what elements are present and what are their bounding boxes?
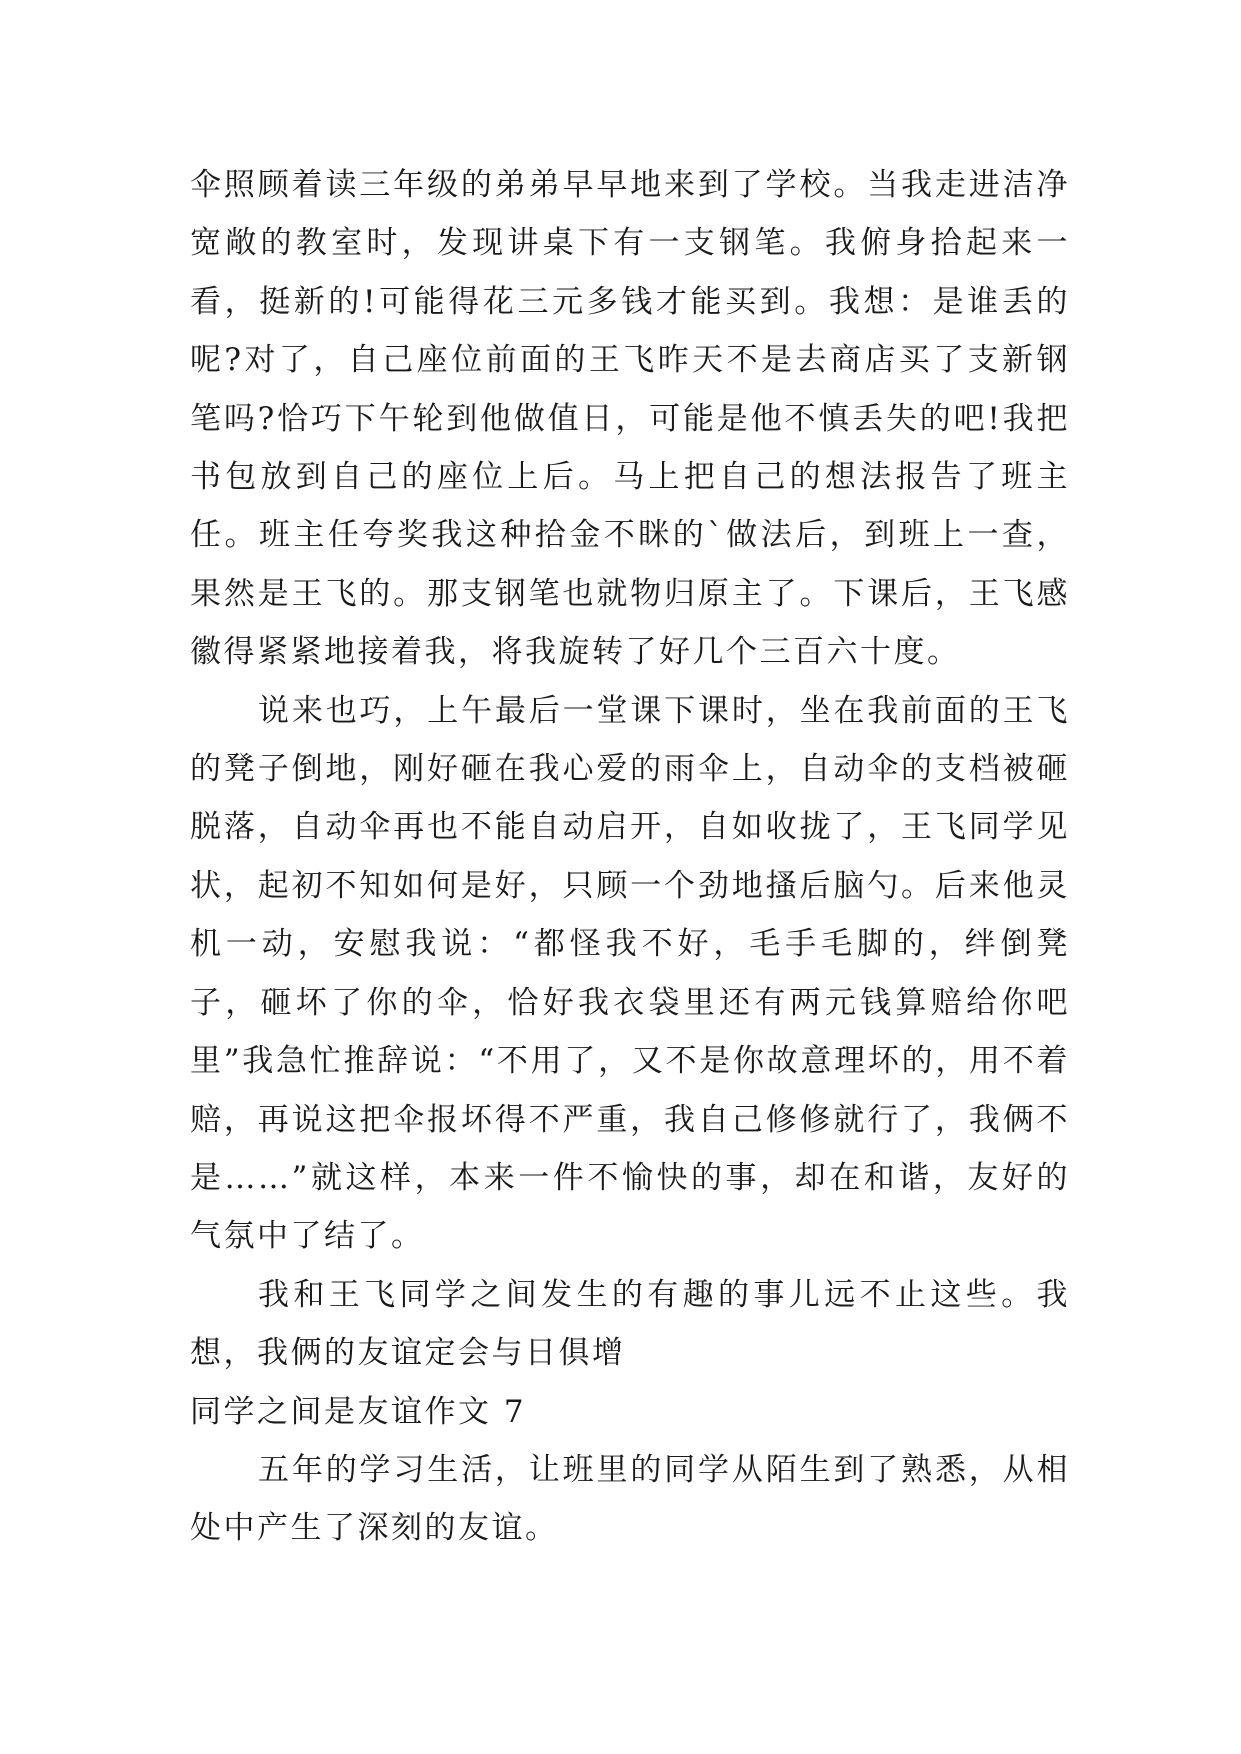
paragraph-2: 说来也巧，上午最后一堂课下课时，坐在我前面的王飞的凳子倒地，刚好砸在我心爱的雨伞上，自动伞的支档被砸脱落，自动伞再也不能自动启开，自如收拢了，王飞同学见状，起初不知如何是好，只顾一个劲地搔后脑勺。后来他灵机一动，安慰我说：“都怪我不好，毛手毛脚的，绊倒凳子，砸坏了你的伞，恰好我衣袋里还有两元钱算赔给你吧里”我急忙推辞说：“不用了，又不是你故意理坏的，用不着赔，再说这把伞报坏得不严重，我自己修修就行了，我俩不是……”就这样，本来一件不愉快的事，却在和谐，友好的气氛中了结了。	[190, 692, 1070, 1255]
paragraph-1: 伞照顾着读三年级的弟弟早早地来到了学校。当我走进洁净宽敞的教室时，发现讲桌下有一支钢笔。我俯身拾起来一看，挺新的!可能得花三元多钱才能买到。我想：是谁丢的呢?对了，自己座位前面的王飞昨天不是去商店买了支新钢笔吗?恰巧下午轮到他做值日，可能是他不慎丢失的吧!我把书包放到自己的座位上后。马上把自己的想法报告了班主任。班主任夸奖我这种拾金不眯的`做法后，到班上一查，果然是王飞的。那支钢笔也就物归原主了。下课后，王飞感徽得紧紧地接着我，将我旋转了好几个三百六十度。	[190, 167, 1070, 671]
document-body	[190, 156, 1070, 1558]
paragraph-4: 五年的学习生活，让班里的同学从陌生到了熟悉，从相处中产生了深刻的友谊。	[190, 1451, 1070, 1547]
paragraph-3: 我和王飞同学之间发生的有趣的事儿远不止这些。我想，我俩的友谊定会与日俱增	[190, 1276, 1070, 1372]
section-heading: 同学之间是友谊作文 7	[190, 1393, 527, 1430]
